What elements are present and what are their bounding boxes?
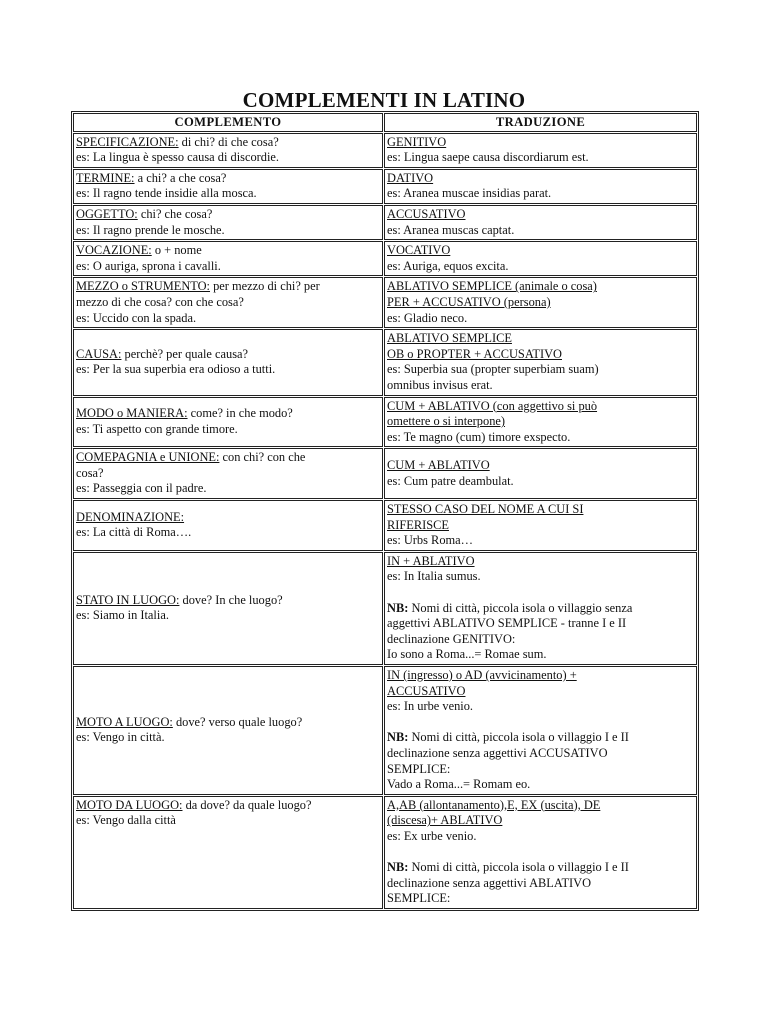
case-name-continued: RIFERISCE — [387, 517, 449, 532]
complement-name: MODO o MANIERA: — [76, 406, 188, 421]
complemento-cell — [73, 205, 383, 240]
complement-example: es: Passeggia con il padre. — [76, 481, 207, 496]
translation-example: es: Auriga, equos excita. — [387, 258, 509, 273]
table-row — [73, 205, 697, 240]
complement-example: es: Siamo in Italia. — [76, 608, 169, 623]
complement-example: es: O auriga, sprona i cavalli. — [76, 258, 221, 273]
translation-example: es: In Italia sumus. — [387, 569, 481, 584]
translation-example: es: Gladio neco. — [387, 310, 468, 325]
table-row — [73, 169, 697, 204]
header-row — [73, 113, 697, 132]
complement-question: dove? verso quale luogo? — [172, 714, 303, 729]
translation-example: es: Ex urbe venio. — [387, 828, 477, 843]
case-name: IN (ingresso) o AD (avvicinamento) + — [387, 668, 577, 682]
complement-question: come? in che modo? — [187, 406, 293, 421]
case-name: VOCATIVO — [387, 243, 451, 258]
traduzione-cell — [384, 277, 697, 328]
case-name: CUM + ABLATIVO (con aggettivo si può — [387, 398, 598, 413]
table-row — [73, 448, 697, 499]
nb-example: Io sono a Roma...= Romae sum. — [387, 647, 547, 662]
complemento-cell — [73, 241, 383, 276]
complement-example: es: Vengo in città. — [76, 730, 165, 745]
nb-example: Vado a Roma...= Romam eo. — [387, 777, 531, 792]
case-name: A,AB (allontanamento),E, EX (uscita), DE — [387, 797, 601, 812]
table-row — [73, 241, 697, 276]
complement-example: es: Uccido con la spada. — [76, 310, 197, 325]
traduzione-cell — [384, 666, 697, 795]
complement-example: es: La lingua è spesso causa di discordie. — [76, 150, 280, 165]
traduzione-cell — [384, 241, 697, 276]
complement-example: es: Vengo dalla città — [76, 813, 176, 828]
table-row — [73, 796, 697, 909]
translation-example-continued: omnibus invisus erat. — [387, 377, 493, 392]
traduzione-cell — [384, 329, 697, 395]
spacer — [387, 585, 694, 601]
table-row — [73, 133, 697, 168]
spacer — [387, 715, 694, 731]
complemento-cell — [73, 169, 383, 204]
case-name: ACCUSATIVO — [387, 206, 466, 221]
complement-question-continued: mezzo di che cosa? con che cosa? — [76, 294, 244, 309]
nb-note-continued: SEMPLICE: — [387, 891, 451, 906]
table-row — [73, 666, 697, 795]
translation-example: es: Aranea muscae insidias parat. — [387, 186, 552, 201]
complement-name: DENOMINAZIONE: — [76, 509, 185, 524]
complement-question: da dove? da quale luogo? — [182, 797, 312, 812]
translation-example: es: Aranea muscas captat. — [387, 222, 515, 237]
traduzione-cell — [384, 796, 697, 909]
complemento-cell — [73, 277, 383, 328]
complemento-cell — [73, 552, 383, 665]
table-row — [73, 500, 697, 551]
case-name: DATIVO — [387, 170, 434, 185]
complemento-cell — [73, 397, 383, 448]
complemento-cell — [73, 666, 383, 795]
case-name-alt: OB o PROPTER + ACCUSATIVO — [387, 346, 562, 361]
nb-note-continued: declinazione senza aggettivi ACCUSATIVO — [387, 745, 608, 760]
traduzione-cell — [384, 448, 697, 499]
complement-name: MOTO DA LUOGO: — [76, 797, 183, 812]
nb-note: Nomi di città, piccola isola o villaggio I e II — [408, 860, 629, 875]
complement-name: COMEPAGNIA e UNIONE: — [76, 450, 220, 465]
header-traduzione: TRADUZIONE — [384, 113, 697, 132]
complement-question: o + nome — [151, 243, 202, 258]
complemento-cell — [73, 133, 383, 168]
case-name: ABLATIVO SEMPLICE (animale o cosa) — [387, 279, 597, 294]
complement-example: es: La città di Roma…. — [76, 525, 192, 540]
traduzione-cell — [384, 205, 697, 240]
complement-name: VOCAZIONE: — [76, 243, 152, 258]
complement-question: per mezzo di chi? per — [210, 279, 320, 294]
case-name: IN + ABLATIVO — [387, 553, 475, 568]
traduzione-cell — [384, 552, 697, 665]
nb-note-continued: declinazione GENITIVO: — [387, 631, 516, 646]
complement-question: a chi? a che cosa? — [134, 170, 227, 185]
complement-name: MEZZO o STRUMENTO: — [76, 279, 211, 294]
case-name: STESSO CASO DEL NOME A CUI SI — [387, 502, 584, 517]
complemento-cell — [73, 500, 383, 551]
complement-example: es: Ti aspetto con grande timore. — [76, 421, 238, 436]
translation-example: es: Lingua saepe causa discordiarum est. — [387, 150, 589, 165]
table-row — [73, 277, 697, 328]
complement-name: TERMINE: — [76, 170, 135, 185]
complement-name: CAUSA: — [76, 346, 122, 361]
translation-example: es: In urbe venio. — [387, 699, 474, 714]
document-title: COMPLEMENTI IN LATINO — [242, 88, 526, 112]
complement-name: SPECIFICAZIONE: — [76, 134, 179, 149]
complement-question-continued: cosa? — [76, 465, 104, 480]
case-name-continued: ACCUSATIVO — [387, 683, 466, 698]
table-row — [73, 397, 697, 448]
complemento-cell — [73, 448, 383, 499]
table-row — [73, 552, 697, 665]
complement-question: con chi? con che — [219, 450, 306, 465]
complement-name: OGGETTO: — [76, 206, 138, 221]
case-name: CUM + ABLATIVO — [387, 458, 490, 473]
traduzione-cell — [384, 133, 697, 168]
nb-note: Nomi di città, piccola isola o villaggio senza — [408, 600, 633, 615]
case-name-continued: omettere o si interpone) — [387, 414, 506, 429]
table-row — [73, 329, 697, 395]
case-name: ABLATIVO SEMPLICE — [387, 331, 512, 346]
nb-note-continued: SEMPLICE: — [387, 761, 451, 776]
complement-name: MOTO A LUOGO: — [76, 714, 173, 729]
complement-example: es: Il ragno prende le mosche. — [76, 222, 225, 237]
traduzione-cell — [384, 397, 697, 448]
complemento-cell — [73, 796, 383, 909]
complement-question: di chi? di che cosa? — [178, 134, 279, 149]
nb-note: Nomi di città, piccola isola o villaggio I e II — [408, 730, 629, 745]
header-complemento: COMPLEMENTO — [73, 113, 383, 132]
complementi-table — [71, 111, 699, 911]
traduzione-cell — [384, 169, 697, 204]
translation-example: es: Urbs Roma… — [387, 533, 474, 548]
complement-name: STATO IN LUOGO: — [76, 592, 180, 607]
translation-example: es: Superbia sua (propter superbiam suam) — [387, 362, 599, 377]
nb-label: NB: — [387, 600, 409, 615]
complement-question: dove? In che luogo? — [179, 592, 283, 607]
spacer — [387, 845, 694, 861]
complement-example: es: Il ragno tende insidie alla mosca. — [76, 186, 257, 201]
complement-question: chi? che cosa? — [137, 206, 213, 221]
traduzione-cell — [384, 500, 697, 551]
complemento-cell — [73, 329, 383, 395]
complement-example: es: Per la sua superbia era odioso a tutti. — [76, 362, 276, 377]
case-name: GENITIVO — [387, 134, 447, 149]
translation-example: es: Cum patre deambulat. — [387, 473, 514, 488]
case-name-alt: PER + ACCUSATIVO (persona) — [387, 294, 551, 309]
nb-note-continued: aggettivi ABLATIVO SEMPLICE - tranne I e II — [387, 616, 627, 631]
nb-label: NB: — [387, 730, 409, 745]
case-name-continued: (discesa)+ ABLATIVO — [387, 813, 503, 828]
complement-question: perchè? per quale causa? — [121, 346, 249, 361]
nb-label: NB: — [387, 860, 409, 875]
translation-example: es: Te magno (cum) timore exspecto. — [387, 429, 571, 444]
nb-note-continued: declinazione senza aggettivi ABLATIVO — [387, 875, 592, 890]
